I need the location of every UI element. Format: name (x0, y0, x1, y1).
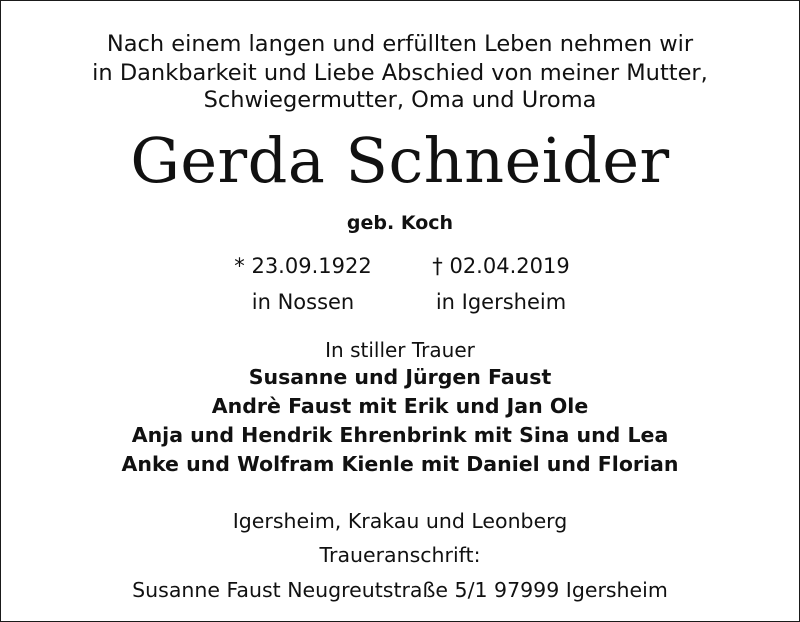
mourner-line: Anja und Hendrik Ehrenbrink mit Sina und Lea (131, 423, 669, 447)
places-line: Igersheim, Krakau und Leonberg (232, 509, 568, 533)
deceased-name: Gerda Schneider (130, 124, 670, 197)
intro-line-1: Nach einem langen und erfüllten Leben nehmen wir (106, 31, 694, 57)
death-place: in Igersheim (435, 290, 567, 314)
intro-line-3: Schwiegermutter, Oma und Uroma (203, 87, 597, 113)
mourning-heading: In stiller Trauer (325, 338, 475, 362)
mourner-line: Andrè Faust mit Erik und Jan Ole (211, 394, 589, 418)
birth-place: in Nossen (251, 290, 355, 314)
death-date: † 02.04.2019 (432, 254, 570, 278)
intro-line-2: in Dankbarkeit und Liebe Abschied von meiner Mutter, (92, 60, 708, 86)
birth-date: * 23.09.1922 (234, 254, 372, 278)
maiden-name: geb. Koch (346, 212, 454, 234)
address-label: Traueranschrift: (319, 543, 481, 567)
mourner-line: Susanne und Jürgen Faust (248, 365, 552, 389)
mourner-line: Anke und Wolfram Kienle mit Daniel und Florian (121, 452, 679, 476)
address-line: Susanne Faust Neugreutstraße 5/1 97999 Igersheim (132, 578, 668, 602)
